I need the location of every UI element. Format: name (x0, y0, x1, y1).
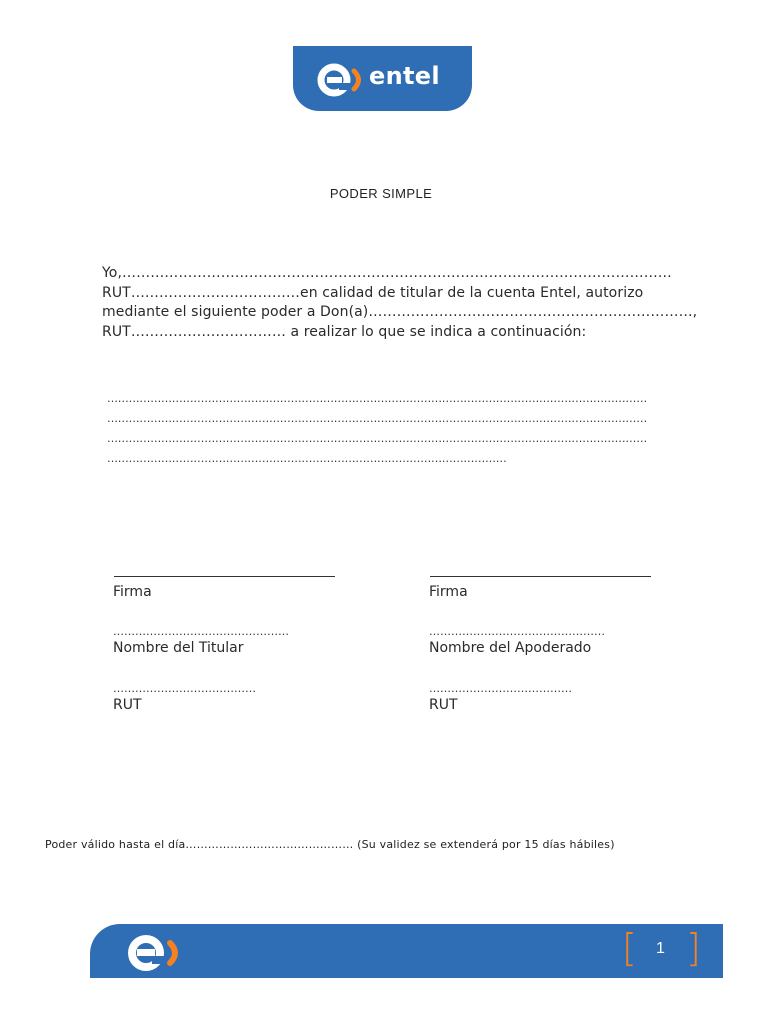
rut-dots: ………………………………… (113, 682, 256, 695)
entel-e-mark-icon (124, 930, 194, 974)
entel-wordmark: entel (369, 62, 440, 90)
entel-logo (317, 60, 457, 100)
name-dots: ………………………………………… (429, 625, 605, 638)
right-bracket: ] (686, 926, 701, 970)
entel-e-mark-icon (317, 60, 367, 100)
validity-note: Poder válido hasta el día……………………………………… (Su validez se extenderá por 15 días hábiles) (45, 838, 615, 851)
firma-label: Firma (429, 584, 468, 600)
signature-block-titular (113, 576, 373, 714)
instructions-dotted-lines (107, 389, 667, 469)
rut-label: RUT (113, 697, 142, 713)
signature-block-apoderado (429, 576, 689, 714)
paragraph-line: Yo,……………………………………………………………………………………………………… (102, 265, 672, 281)
dotted-line: ………………………………………………………………………………………………… (107, 452, 507, 465)
rut-label: RUT (429, 697, 458, 713)
name-dots: ………………………………………… (113, 625, 289, 638)
nombre-apoderado-label: Nombre del Apoderado (429, 640, 592, 656)
footer-bar (90, 924, 723, 978)
document-title: PODER SIMPLE (329, 186, 433, 201)
authorization-paragraph (102, 264, 702, 342)
nombre-titular-label: Nombre del Titular (113, 640, 244, 656)
dotted-line: …………………………………………………………………………………………………………………………………… (107, 412, 648, 425)
rut-dots: ………………………………… (429, 682, 572, 695)
paragraph-line: RUT………………………………en calidad de titular de la cuenta Entel, autorizo (102, 284, 644, 301)
firma-label: Firma (113, 584, 152, 600)
page-number: 1 (656, 940, 665, 957)
dotted-line: …………………………………………………………………………………………………………………………………… (107, 392, 648, 405)
signature-line (430, 576, 651, 577)
left-bracket: [ (622, 926, 637, 970)
entel-logo-badge (293, 46, 472, 111)
paragraph-line: RUT…………………………… a realizar lo que se indica a continuación: (102, 323, 587, 340)
signature-line (114, 576, 335, 577)
paragraph-line: mediante el siguiente poder a Don(a)……………………………………………………………, (102, 304, 698, 320)
dotted-line: …………………………………………………………………………………………………………………………………… (107, 432, 648, 445)
